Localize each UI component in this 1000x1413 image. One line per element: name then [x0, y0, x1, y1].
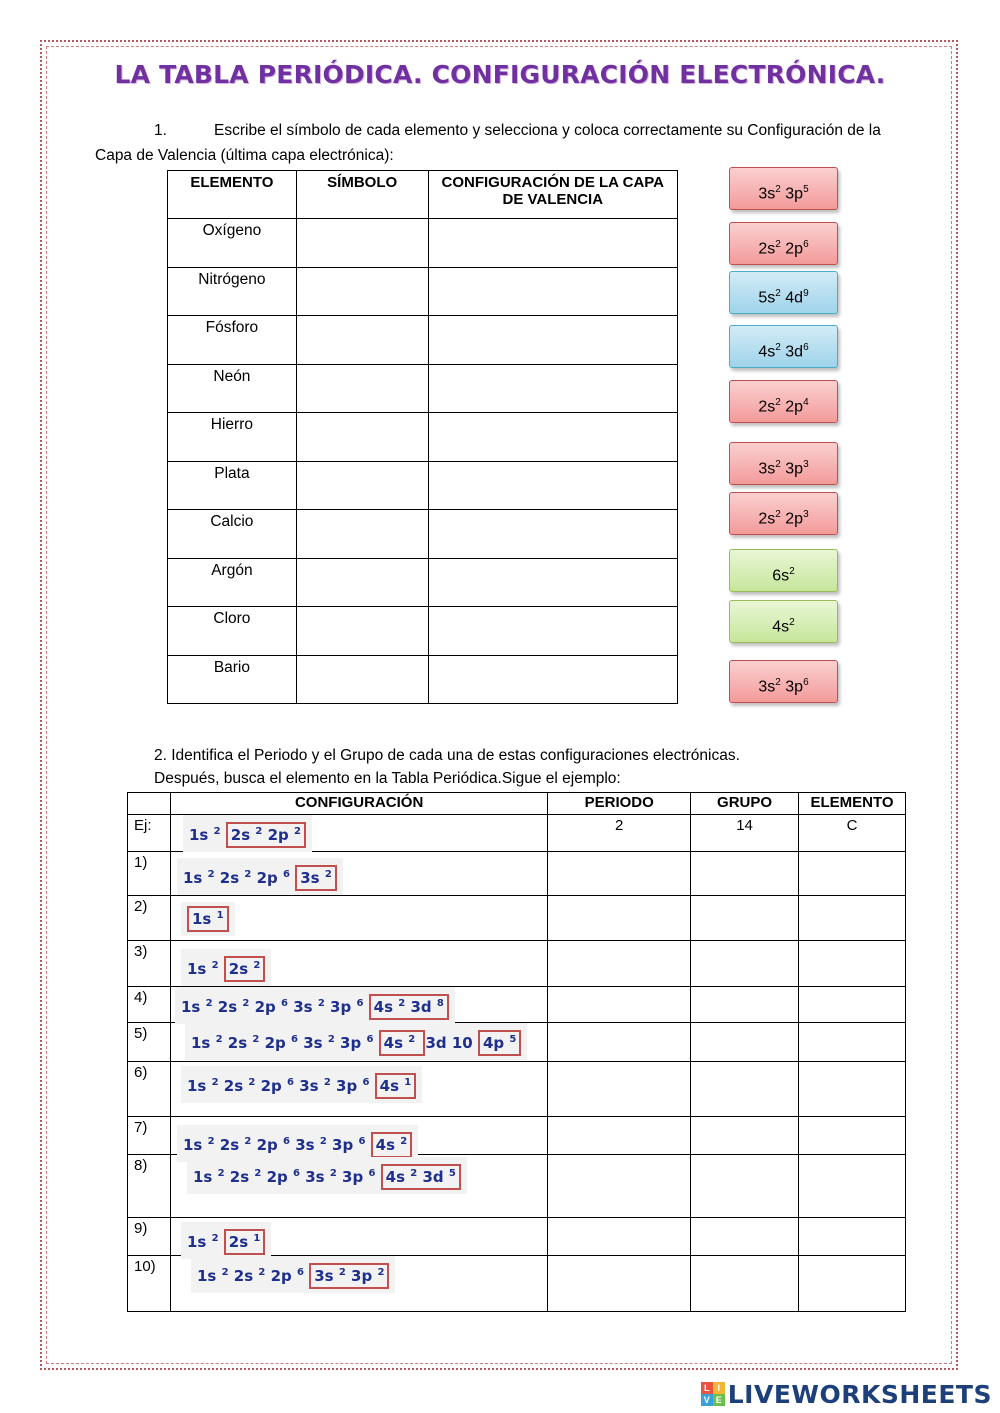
- valence-box: [381, 1164, 461, 1190]
- elements-table: [167, 170, 678, 704]
- row-label: 1): [128, 852, 171, 896]
- periodo-answer-cell[interactable]: [548, 1256, 691, 1312]
- config-drop-cell[interactable]: [428, 655, 677, 704]
- config-row: [128, 852, 906, 896]
- orbital-exponent: 2: [294, 826, 301, 837]
- orbital-exponent: 2: [408, 1034, 416, 1045]
- q1-text-line1: Escribe el símbolo de cada elemento y selecciona y coloca correctamente su Configuración de la: [214, 122, 881, 139]
- electron-configuration: [175, 987, 455, 1024]
- q1-instruction-line1: [154, 122, 881, 140]
- orbital-exponent: 2: [329, 1168, 337, 1179]
- periodo-answer-cell[interactable]: [548, 987, 691, 1023]
- elemento-answer-cell[interactable]: [799, 1023, 906, 1062]
- electron-configuration: [181, 1222, 271, 1259]
- config-cell: [170, 1256, 547, 1312]
- orbital-label: 4s: [758, 343, 776, 361]
- row-label: 9): [128, 1218, 171, 1256]
- valence-box: [224, 956, 266, 982]
- orbital-label: 5s: [758, 289, 776, 307]
- valence-box: [226, 822, 306, 848]
- elemento-answer-cell[interactable]: [799, 1256, 906, 1312]
- row-label: 3): [128, 941, 171, 987]
- element-row: [168, 413, 678, 462]
- config-cell: [170, 941, 547, 987]
- orbital-exponent: 2: [252, 1034, 260, 1045]
- elemento-answer-cell[interactable]: [799, 941, 906, 987]
- config-cell: [170, 1155, 547, 1218]
- grupo-answer-cell: 14: [691, 815, 799, 852]
- q2-instruction-line1: 2. Identifica el Periodo y el Grupo de cada una de estas configuraciones electrónicas.: [154, 747, 740, 764]
- orbital-exponent: 5: [803, 184, 809, 195]
- liveworksheets-logo: [701, 1379, 992, 1409]
- element-name: Nitrógeno: [168, 267, 297, 316]
- periodo-answer-cell[interactable]: [548, 896, 691, 941]
- config-drop-cell[interactable]: [428, 413, 677, 462]
- periodo-answer-cell[interactable]: [548, 1155, 691, 1218]
- config-cell: [170, 1062, 547, 1117]
- symbol-drop-cell[interactable]: [296, 461, 428, 510]
- element-row: [168, 219, 678, 268]
- row-label: 6): [128, 1062, 171, 1117]
- symbol-drop-cell[interactable]: [296, 655, 428, 704]
- config-row: [128, 1155, 906, 1218]
- elemento-answer-cell[interactable]: [799, 896, 906, 941]
- orbital-exponent: 2: [244, 869, 252, 880]
- orbital-exponent: 4: [803, 397, 809, 408]
- symbol-drop-cell[interactable]: [296, 219, 428, 268]
- orbital-label: 2p: [785, 398, 804, 416]
- orbital-exponent: 5: [448, 1168, 456, 1179]
- orbital-label: 3s: [299, 1077, 319, 1095]
- page-title: LA TABLA PERIÓDICA. CONFIGURACIÓN ELECTRÓNICA.: [114, 60, 886, 89]
- elemento-answer-cell[interactable]: [799, 1117, 906, 1155]
- orbital-label: 2s: [230, 826, 251, 844]
- elemento-answer-cell[interactable]: [799, 1062, 906, 1117]
- valence-box: [187, 906, 229, 932]
- electron-configuration: [187, 1157, 467, 1194]
- symbol-drop-cell[interactable]: [296, 607, 428, 656]
- config-row: [128, 896, 906, 941]
- symbol-drop-cell[interactable]: [296, 364, 428, 413]
- orbital-label: 2s: [228, 1233, 249, 1251]
- symbol-drop-cell[interactable]: [296, 267, 428, 316]
- orbital-label: 3p: [336, 1077, 358, 1095]
- orbital-exponent: 6: [368, 1168, 376, 1179]
- orbital-exponent: 2: [217, 1168, 225, 1179]
- orbital-exponent: 3: [803, 509, 809, 520]
- element-row: [168, 316, 678, 365]
- header-simbolo: SÍMBOLO: [296, 171, 428, 219]
- orbital-label: 4s: [772, 618, 790, 636]
- config-drop-cell[interactable]: [428, 607, 677, 656]
- logo-letter: L: [701, 1382, 713, 1394]
- orbital-exponent: 2: [253, 960, 261, 971]
- orbital-exponent: 6: [297, 1267, 304, 1278]
- grupo-answer-cell[interactable]: [691, 987, 799, 1023]
- periodo-answer-cell: 2: [548, 815, 691, 852]
- elemento-answer-cell: C: [799, 815, 906, 852]
- orbital-label: 3s: [295, 1136, 315, 1154]
- valence-box: [224, 1229, 266, 1255]
- orbital-label: 2s: [219, 1136, 240, 1154]
- config-drop-cell[interactable]: [428, 510, 677, 559]
- config-cell: [170, 1218, 547, 1256]
- orbital-exponent: 2: [211, 1233, 219, 1244]
- orbital-label: 3s: [758, 185, 776, 203]
- orbital-exponent: 2: [338, 1267, 346, 1278]
- orbital-label: 3p: [332, 1136, 354, 1154]
- orbital-label: 3d: [785, 343, 804, 361]
- orbital-exponent: 2: [211, 960, 219, 971]
- grupo-answer-cell[interactable]: [691, 1256, 799, 1312]
- orbital-exponent: 2: [242, 998, 250, 1009]
- orbital-label: 3p: [785, 678, 804, 696]
- element-row: [168, 558, 678, 607]
- orbital-label: 2s: [219, 869, 240, 887]
- electron-configuration: [181, 902, 235, 936]
- element-name: Fósforo: [168, 316, 297, 365]
- element-row: [168, 267, 678, 316]
- orbital-exponent: 9: [803, 288, 809, 299]
- orbital-exponent: 5: [509, 1034, 517, 1045]
- orbital-exponent: 1: [404, 1077, 412, 1088]
- orbital-exponent: 2: [215, 1034, 223, 1045]
- periodo-answer-cell[interactable]: [548, 852, 691, 896]
- orbital-label: 2p: [264, 1034, 286, 1052]
- orbital-label: 3p: [785, 185, 804, 203]
- element-name: Oxígeno: [168, 219, 297, 268]
- row-label: 4): [128, 987, 171, 1023]
- orbital-label: 4d: [785, 289, 804, 307]
- logo-text: LIVEWORKSHEETS: [727, 1379, 992, 1409]
- orbital-label: 3s: [303, 1034, 323, 1052]
- row-label: 10): [128, 1256, 171, 1312]
- config-drop-cell[interactable]: [428, 316, 677, 365]
- orbital-label: 1s: [196, 1267, 217, 1285]
- orbital-label: 3p: [330, 998, 352, 1016]
- orbital-label: 3s: [293, 998, 313, 1016]
- orbital-label: 3s: [314, 1267, 334, 1285]
- symbol-drop-cell[interactable]: [296, 316, 428, 365]
- orbital-exponent: 6: [293, 1168, 300, 1179]
- valence-box: [369, 994, 449, 1020]
- orbital-label: 3s: [300, 869, 320, 887]
- orbital-exponent: 2: [775, 288, 781, 299]
- orbital-exponent: 2: [254, 1168, 262, 1179]
- orbital-exponent: 2: [207, 1136, 215, 1147]
- orbital-label: 3p: [785, 460, 804, 478]
- config-option-card[interactable]: [729, 325, 838, 368]
- orbital-label: 3p: [342, 1168, 364, 1186]
- orbital-exponent: 2: [775, 397, 781, 408]
- orbital-exponent: 2: [398, 998, 406, 1009]
- orbital-exponent: 2: [205, 998, 213, 1009]
- logo-letter: E: [713, 1394, 725, 1406]
- config-row: [128, 1023, 906, 1062]
- orbital-exponent: 2: [775, 239, 781, 250]
- orbital-label: 2p: [785, 240, 804, 258]
- orbital-label: 4s: [379, 1077, 400, 1095]
- orbital-exponent: 6: [281, 998, 288, 1009]
- orbital-label: 3d: [410, 998, 432, 1016]
- config-row: [128, 1117, 906, 1155]
- orbital-label: 2p: [254, 998, 276, 1016]
- periodo-answer-cell[interactable]: [548, 941, 691, 987]
- element-name: Plata: [168, 461, 297, 510]
- config-drop-cell[interactable]: [428, 461, 677, 510]
- logo-letter: I: [713, 1382, 725, 1394]
- grupo-answer-cell[interactable]: [691, 896, 799, 941]
- config-cell: [170, 815, 547, 852]
- element-name: Cloro: [168, 607, 297, 656]
- orbital-label: 2p: [260, 1077, 282, 1095]
- grupo-answer-cell[interactable]: [691, 1062, 799, 1117]
- orbital-exponent: 6: [358, 1136, 366, 1147]
- orbital-exponent: 6: [803, 239, 809, 250]
- orbital-label: 2p: [256, 1136, 278, 1154]
- logo-icon: [701, 1382, 725, 1406]
- grupo-answer-cell[interactable]: [691, 1117, 799, 1155]
- electron-configuration: [183, 815, 312, 852]
- electron-configuration: [181, 949, 271, 986]
- orbital-exponent: 2: [775, 184, 781, 195]
- config-option-card[interactable]: [729, 600, 838, 643]
- orbital-label: 2s: [227, 1034, 248, 1052]
- orbital-label: 1s: [192, 1168, 213, 1186]
- orbital-exponent: 6: [803, 342, 809, 353]
- orbital-exponent: 6: [366, 1034, 374, 1045]
- q2-instruction-line2: Después, busca el elemento en la Tabla Periódica.Sigue el ejemplo:: [154, 770, 621, 787]
- header-elemento2: ELEMENTO: [799, 793, 906, 815]
- orbital-exponent: 2: [211, 1077, 219, 1088]
- orbital-exponent: 2: [221, 1267, 229, 1278]
- grupo-answer-cell[interactable]: [691, 852, 799, 896]
- orbital-exponent: 2: [410, 1168, 418, 1179]
- orbital-label: 2p: [266, 1168, 288, 1186]
- orbital-exponent: 2: [775, 677, 781, 688]
- config-option-card[interactable]: [729, 660, 838, 703]
- header-grupo: GRUPO: [691, 793, 799, 815]
- row-label: 5): [128, 1023, 171, 1062]
- config-option-card[interactable]: [729, 167, 838, 210]
- orbital-label: 2s: [758, 398, 776, 416]
- element-row: [168, 364, 678, 413]
- orbital-exponent: 8: [436, 998, 444, 1009]
- element-name: Argón: [168, 558, 297, 607]
- config-option-card[interactable]: [729, 380, 838, 423]
- orbital-exponent: 6: [803, 677, 809, 688]
- orbital-label: 4p: [482, 1034, 505, 1052]
- electron-configuration: [181, 1066, 422, 1103]
- orbital-label: 2p: [267, 826, 289, 844]
- orbital-exponent: 2: [775, 342, 781, 353]
- orbital-label: 4s: [385, 1168, 406, 1186]
- config-option-card[interactable]: [729, 492, 838, 535]
- element-name: Neón: [168, 364, 297, 413]
- element-name: Bario: [168, 655, 297, 704]
- valence-box: [478, 1030, 521, 1056]
- element-name: Calcio: [168, 510, 297, 559]
- header-periodo: PERIODO: [548, 793, 691, 815]
- orbital-exponent: 2: [327, 1034, 335, 1045]
- q1-number: 1.: [154, 122, 167, 139]
- config-cell: [170, 1117, 547, 1155]
- config-drop-cell[interactable]: [428, 219, 677, 268]
- config-row: [128, 1218, 906, 1256]
- electron-configuration: [191, 1256, 395, 1293]
- orbital-label: 4s: [373, 998, 394, 1016]
- config-drop-cell[interactable]: [428, 267, 677, 316]
- header-blank: [128, 793, 171, 815]
- orbital-label: 3s: [758, 678, 776, 696]
- configurations-table: [127, 792, 906, 1312]
- orbital-label: 2s: [228, 960, 249, 978]
- orbital-label: 2s: [233, 1267, 254, 1285]
- periodo-answer-cell[interactable]: [548, 1117, 691, 1155]
- config-drop-cell[interactable]: [428, 364, 677, 413]
- orbital-exponent: 2: [244, 1136, 252, 1147]
- elemento-answer-cell[interactable]: [799, 1218, 906, 1256]
- orbital-exponent: 6: [291, 1034, 298, 1045]
- orbital-label: 2p: [270, 1267, 292, 1285]
- orbital-exponent: 6: [283, 869, 290, 880]
- orbital-label: 1s: [182, 869, 203, 887]
- element-row: [168, 461, 678, 510]
- header-configuracion: CONFIGURACIÓN DE LA CAPA DE VALENCIA: [428, 171, 677, 219]
- orbital-exponent: 3: [803, 459, 809, 470]
- orbital-label: 1s: [188, 826, 209, 844]
- orbital-label: 2p: [256, 869, 278, 887]
- orbital-label: 1s: [182, 1136, 203, 1154]
- header-configuracion2: CONFIGURACIÓN: [170, 793, 547, 815]
- orbital-label: 2s: [229, 1168, 250, 1186]
- orbital-label: 3p: [351, 1267, 373, 1285]
- config-row: [128, 941, 906, 987]
- elemento-answer-cell[interactable]: [799, 987, 906, 1023]
- orbital-label: 2s: [217, 998, 238, 1016]
- elemento-answer-cell[interactable]: [799, 852, 906, 896]
- orbital-exponent: 6: [362, 1077, 370, 1088]
- orbital-label: 4s: [375, 1136, 396, 1154]
- element-row: [168, 607, 678, 656]
- orbital-exponent: 1: [216, 910, 224, 921]
- orbital-label: 3s: [758, 460, 776, 478]
- orbital-label: 1s: [180, 998, 201, 1016]
- orbital-label: 1s: [186, 1077, 207, 1095]
- orbital-exponent: 2: [775, 509, 781, 520]
- electron-configuration: [185, 1023, 527, 1060]
- config-option-card[interactable]: [729, 222, 838, 265]
- config-option-card[interactable]: [729, 442, 838, 485]
- config-cell: [170, 852, 547, 896]
- orbital-exponent: 6: [283, 1136, 290, 1147]
- electron-configuration: [177, 858, 343, 895]
- orbital-label: 3s: [305, 1168, 325, 1186]
- grupo-answer-cell[interactable]: [691, 1155, 799, 1218]
- orbital-exponent: 2: [213, 826, 221, 837]
- orbital-exponent: 2: [377, 1267, 385, 1278]
- q1-instruction-line2: Capa de Valencia (última capa electrónica):: [95, 147, 394, 164]
- orbital-exponent: 2: [248, 1077, 256, 1088]
- orbital-exponent: 2: [789, 566, 795, 577]
- config-row: [128, 1062, 906, 1117]
- config-option-card[interactable]: [729, 271, 838, 314]
- periodo-answer-cell[interactable]: [548, 1218, 691, 1256]
- orbital-exponent: 2: [323, 1077, 331, 1088]
- orbital-label: 1s: [186, 960, 207, 978]
- orbital-exponent: 2: [789, 617, 795, 628]
- periodo-answer-cell[interactable]: [548, 1062, 691, 1117]
- config-cell: [170, 1023, 547, 1062]
- orbital-label: 1s: [190, 1034, 211, 1052]
- orbital-label: 6s: [772, 567, 790, 585]
- config-cell: [170, 987, 547, 1023]
- element-row: [168, 655, 678, 704]
- orbital-exponent: 2: [324, 869, 332, 880]
- symbol-drop-cell[interactable]: [296, 558, 428, 607]
- header-elemento: ELEMENTO: [168, 171, 297, 219]
- valence-box: [375, 1073, 417, 1099]
- valence-box: [309, 1263, 389, 1289]
- orbital-exponent: 2: [258, 1267, 266, 1278]
- valence-box: [379, 1030, 426, 1056]
- orbital-exponent: 6: [287, 1077, 294, 1088]
- orbital-label: 1s: [191, 910, 212, 928]
- row-label: Ej:: [128, 815, 171, 852]
- config-cell: [170, 896, 547, 941]
- orbital-label: 2s: [758, 240, 776, 258]
- symbol-drop-cell[interactable]: [296, 510, 428, 559]
- row-label: 8): [128, 1155, 171, 1218]
- element-name: Hierro: [168, 413, 297, 462]
- element-row: [168, 510, 678, 559]
- grupo-answer-cell[interactable]: [691, 941, 799, 987]
- orbital-label: 2s: [223, 1077, 244, 1095]
- config-option-card[interactable]: [729, 549, 838, 592]
- orbital-exponent: 2: [775, 459, 781, 470]
- config-drop-cell[interactable]: [428, 558, 677, 607]
- orbital-exponent: 6: [356, 998, 364, 1009]
- orbital-label: 4s: [383, 1034, 404, 1052]
- orbital-exponent: 2: [207, 869, 215, 880]
- orbital-label: 1s: [186, 1233, 207, 1251]
- orbital-label: 3d: [422, 1168, 444, 1186]
- orbital-text: 3d 10: [425, 1034, 473, 1052]
- orbital-exponent: 2: [319, 1136, 327, 1147]
- orbital-label: 2p: [785, 510, 804, 528]
- row-label: 7): [128, 1117, 171, 1155]
- orbital-exponent: 2: [400, 1136, 408, 1147]
- orbital-label: 3p: [340, 1034, 362, 1052]
- grupo-answer-cell[interactable]: [691, 1023, 799, 1062]
- orbital-exponent: 1: [253, 1233, 261, 1244]
- orbital-exponent: 2: [317, 998, 325, 1009]
- symbol-drop-cell[interactable]: [296, 413, 428, 462]
- logo-letter: V: [701, 1394, 713, 1406]
- config-row: [128, 815, 906, 852]
- grupo-answer-cell[interactable]: [691, 1218, 799, 1256]
- orbital-exponent: 2: [255, 826, 263, 837]
- orbital-label: 2s: [758, 510, 776, 528]
- row-label: 2): [128, 896, 171, 941]
- config-row: [128, 987, 906, 1023]
- config-row: [128, 1256, 906, 1312]
- elemento-answer-cell[interactable]: [799, 1155, 906, 1218]
- periodo-answer-cell[interactable]: [548, 1023, 691, 1062]
- valence-box: [295, 865, 337, 891]
